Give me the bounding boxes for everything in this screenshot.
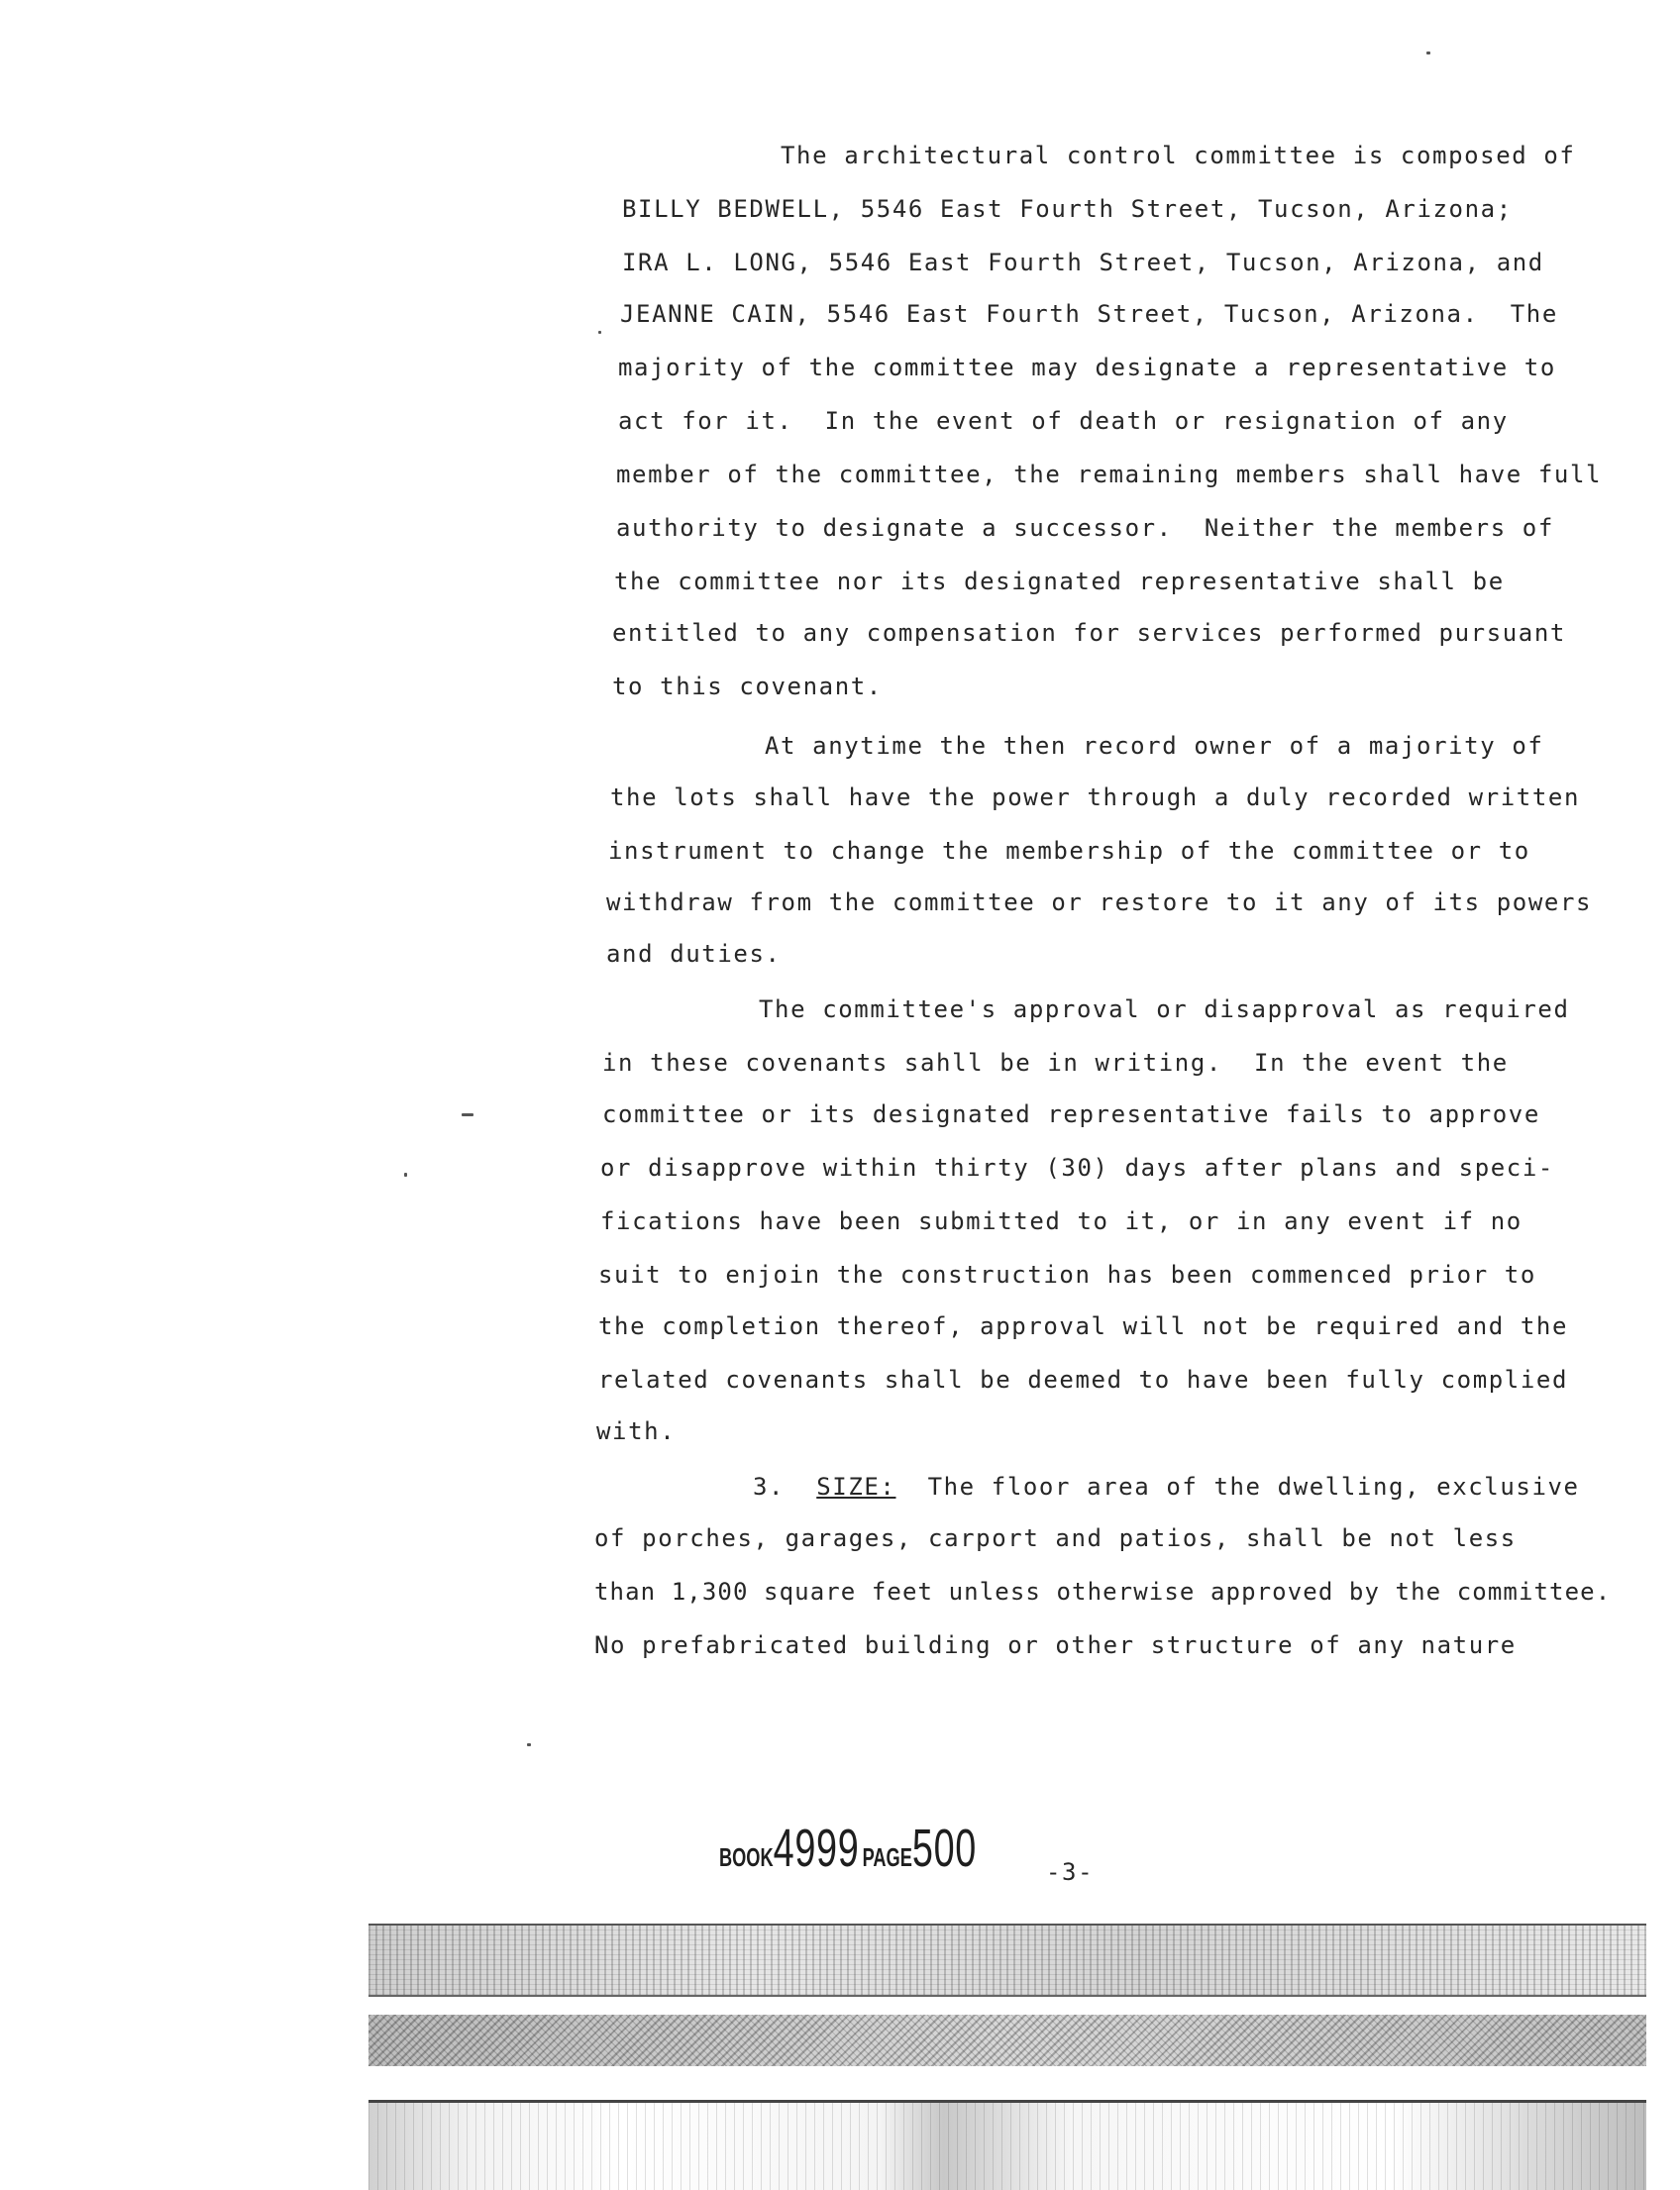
text-line: in these covenants sahll be in writing. In the event the xyxy=(602,1049,1509,1077)
text-line: the completion thereof, approval will not be required and the xyxy=(598,1312,1569,1340)
text-line: the committee nor its designated representative shall be xyxy=(614,568,1505,595)
section-heading: SIZE: xyxy=(816,1473,896,1501)
text-line: JEANNE CAIN, 5546 East Fourth Street, Tucson, Arizona. The xyxy=(620,300,1558,328)
text-line: The architectural control committee is composed of xyxy=(781,142,1576,169)
text-line: of porches, garages, carport and patios, shall be not less xyxy=(594,1524,1517,1552)
scan-speck xyxy=(1426,52,1430,54)
text-line: entitled to any compensation for services performed pursuant xyxy=(612,619,1566,647)
scan-speck xyxy=(404,1173,407,1177)
text-line: The committee's approval or disapproval as required xyxy=(759,995,1570,1023)
text-line: and duties. xyxy=(606,940,782,968)
text-line: IRA L. LONG, 5546 East Fourth Street, Tucson, Arizona, and xyxy=(622,249,1544,276)
scan-artifact-band xyxy=(368,2015,1646,2066)
scan-artifact-band xyxy=(368,2100,1646,2190)
book-page-stamp xyxy=(719,1818,977,1879)
text-line: BILLY BEDWELL, 5546 East Fourth Street, Tucson, Arizona; xyxy=(622,195,1513,223)
text-line: instrument to change the membership of the committee or to xyxy=(608,837,1530,865)
text-line: suit to enjoin the construction has been commenced prior to xyxy=(598,1261,1536,1289)
sheet-number: -3- xyxy=(1046,1858,1095,1886)
text-line: member of the committee, the remaining members shall have full xyxy=(616,461,1603,488)
text-line: act for it. In the event of death or resignation of any xyxy=(618,407,1509,435)
text-line: withdraw from the committee or restore to it any of its powers xyxy=(606,888,1593,916)
text-line: than 1,300 square feet unless otherwise approved by the committee. xyxy=(594,1578,1612,1606)
text-line: committee or its designated representative fails to approve xyxy=(602,1100,1540,1128)
scan-artifact-band xyxy=(368,1924,1646,1997)
page-label: PAGE xyxy=(862,1842,912,1872)
scan-speck xyxy=(527,1743,531,1746)
scan-speck xyxy=(462,1113,473,1116)
text-line: the lots shall have the power through a duly recorded written xyxy=(610,783,1581,811)
text-line: No prefabricated building or other structure of any nature xyxy=(594,1631,1517,1659)
text-line: fications have been submitted to it, or in any event if no xyxy=(600,1207,1522,1235)
section-number: 3. xyxy=(753,1473,786,1501)
book-label: BOOK xyxy=(719,1842,774,1872)
scan-speck xyxy=(598,331,601,334)
text-line: to this covenant. xyxy=(612,673,883,700)
section-3-first-line xyxy=(753,1472,1580,1502)
section-text: The floor area of the dwelling, exclusive xyxy=(927,1473,1580,1501)
text-line: with. xyxy=(596,1417,677,1445)
page-number-stamp: 500 xyxy=(911,1819,978,1878)
text-line: At anytime the then record owner of a majority of xyxy=(765,732,1544,760)
text-line: majority of the committee may designate a representative to xyxy=(618,354,1556,381)
text-line: or disapprove within thirty (30) days after plans and speci- xyxy=(600,1154,1554,1182)
text-line: related covenants shall be deemed to have been fully complied xyxy=(598,1366,1569,1394)
text-line: authority to designate a successor. Neither the members of xyxy=(616,514,1554,542)
book-number: 4999 xyxy=(773,1819,860,1878)
